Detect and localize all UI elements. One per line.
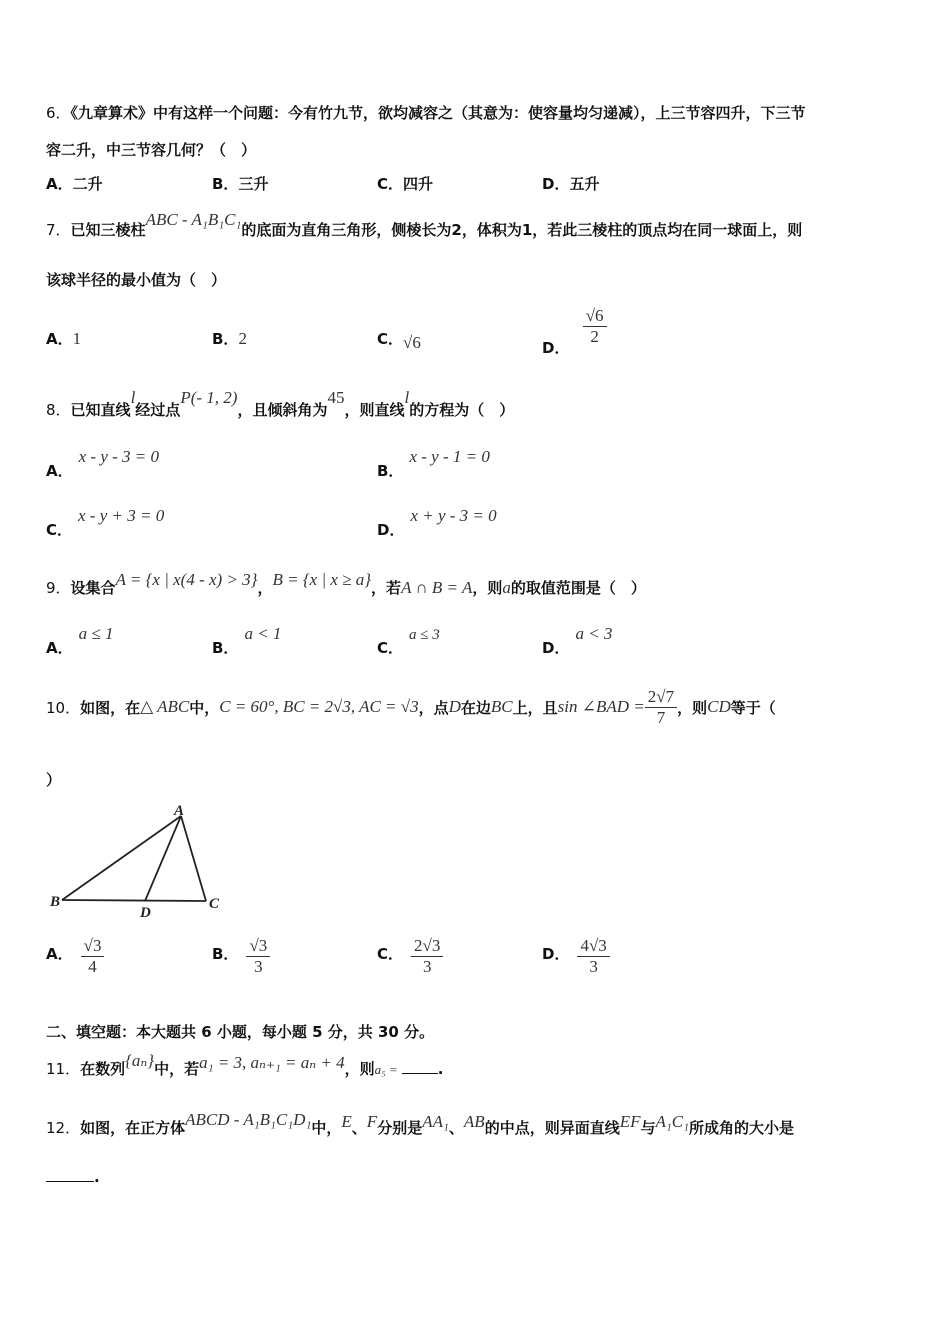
segment-ac	[181, 816, 206, 901]
q6-line1	[46, 102, 806, 123]
q7-line2: 该球半径的最小值为（ ）	[46, 271, 227, 289]
q7-option-d: D． $\frac{√6}{2}$	[542, 306, 607, 347]
q9-line1: 9．设集合A = {x | x(4 - x) > 3}，B = {x | x ≥ a}，若A ∩ B = A，则a的取值范围是（ ）	[46, 570, 646, 597]
q10-option-d: D． $\frac{4√3}{3}$	[542, 936, 610, 977]
q8-option-a: A．x - y - 3 = 0	[46, 447, 159, 480]
q12-line1: 12．如图，在正方体ABCD - A₁B₁C₁D₁中，E、F分别是AA₁、AB的中点，则异面直线EF与A₁C₁所成角的大小是	[46, 1110, 795, 1137]
q7-option-c: C．√6	[377, 330, 421, 352]
q7-line1: 7．已知三棱柱ABC - A₁B₁C₁的底面为直角三角形，侧棱长为2，体积为1，若此三棱柱的顶点均在同一球面上，则	[46, 210, 803, 239]
q10-option-b: B． $\frac{√3}{3}$	[212, 936, 270, 977]
q7-prism: ABC - A₁B₁C₁	[145, 210, 242, 229]
q10-line1: 10． 如图，在 △ ABC 中， C = 60°, BC = 2√3, AC = √3 ，点 D 在边 BC 上，且 sin ∠BAD = $\frac{2√7}{7}$ ，则 CD 等于（	[46, 686, 776, 727]
q10-line2: ）	[46, 771, 62, 789]
q8-line1: 8．已知直线l经过点P(- 1, 2)，且倾斜角为45，则直线l的方程为（ ）	[46, 388, 515, 419]
q7-option-a: A．1	[46, 329, 82, 348]
q10-option-a: A． $\frac{√3}{4}$	[46, 936, 104, 977]
q6-option-b: B．三升	[212, 175, 269, 193]
q10-option-c: C． $\frac{2√3}{3}$	[377, 936, 443, 977]
q12-line2: .	[46, 1168, 100, 1186]
q8-option-b: B．x - y - 1 = 0	[377, 447, 490, 480]
q9-option-a: A．a ≤ 1	[46, 624, 114, 657]
label-c: C	[209, 896, 220, 912]
q8-option-c: C．x - y + 3 = 0	[46, 506, 165, 539]
q9-option-d: D．a < 3	[542, 624, 613, 657]
q6-option-a: A．二升	[46, 175, 103, 193]
label-b: B	[50, 894, 61, 910]
q6-line2: 容二升，中三节容几何？（ ）	[46, 141, 257, 159]
q9-option-c: C．a ≤ 3	[377, 627, 440, 657]
segment-bc	[62, 900, 206, 901]
q9-option-b: B．a < 1	[212, 624, 282, 657]
q7-option-b: B．2	[212, 329, 247, 348]
q10-triangle-figure	[46, 800, 236, 925]
q6-option-d: D．五升	[542, 175, 600, 193]
q8-option-d: D．x + y - 3 = 0	[377, 506, 497, 539]
q11-line: 11．在数列{aₙ}中，若a₁ = 3, aₙ₊₁ = aₙ + 4，则a₅ = .	[46, 1051, 444, 1078]
q6-number: 6．	[46, 104, 71, 122]
label-d: D	[140, 905, 151, 921]
q6-text: 《九章算术》中有这样一个问题：今有竹九节，欲均减容之（其意为：使容量均匀递减），上三节容四升，下三节	[70, 104, 806, 122]
q6-option-c: C．四升	[377, 175, 434, 193]
section-title: 二、填空题：本大题共 6 小题，每小题 5 分，共 30 分。	[46, 1023, 435, 1041]
q12-answer-blank	[46, 1181, 94, 1182]
q11-answer-blank	[402, 1073, 438, 1074]
label-a: A	[174, 803, 185, 819]
